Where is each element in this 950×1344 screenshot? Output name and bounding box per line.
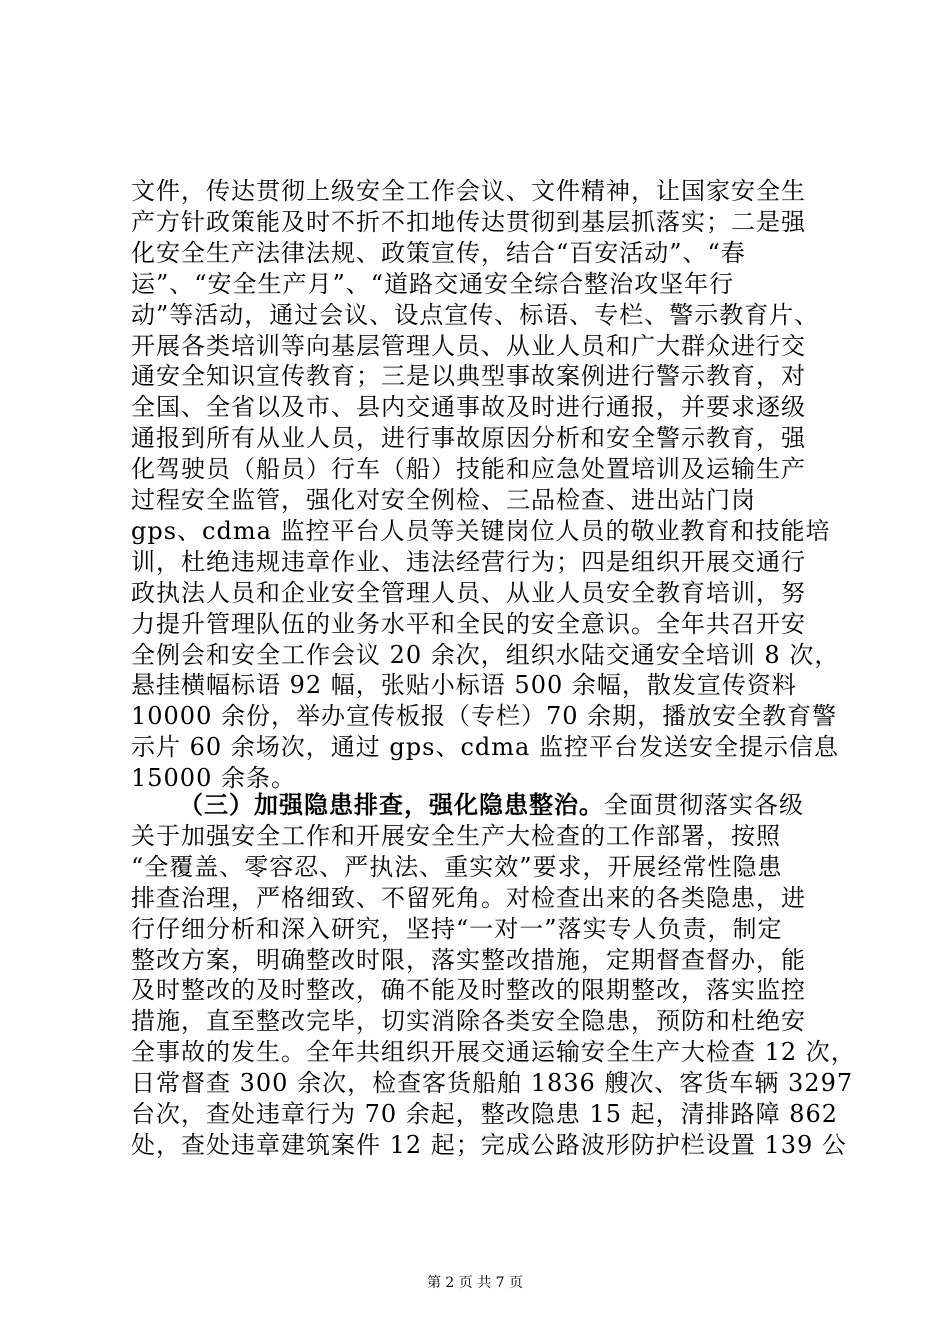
paragraph-line: 处，查处违章建筑案件 12 起；完成公路波形防护栏设置 139 公	[131, 1130, 847, 1159]
paragraph-line: 10000 余份，举办宣传板报（专栏）70 余期，播放安全教育警	[131, 702, 838, 731]
paragraph-line: “全覆盖、零容忍、严执法、重实效”要求，开展经常性隐患	[131, 852, 783, 881]
paragraph-line: 全事故的发生。全年共组织开展交通运输安全生产大检查 12 次，	[131, 1038, 856, 1067]
paragraph-line: gps、cdma 监控平台人员等关键岗位人员的敬业教育和技能培	[131, 516, 831, 545]
paragraph-line: 运”、“安全生产月”、“道路交通安全综合整治攻坚年行	[131, 269, 735, 298]
paragraph-line: 动”等活动，通过会议、设点宣传、标语、专栏、警示教育片、	[131, 300, 820, 329]
paragraph-line: 过程安全监管，强化对安全例检、三品检查、进出站门岗	[131, 486, 756, 514]
paragraph-line: 悬挂横幅标语 92 幅，张贴小标语 500 余幅，散发宣传资料	[131, 671, 797, 700]
paragraph-line: 措施，直至整改完毕，切实消除各类安全隐患，预防和杜绝安	[131, 1007, 806, 1036]
paragraph-line: 全国、全省以及市、县内交通事故及时进行通报，并要求逐级	[131, 393, 806, 422]
paragraph-line: 排查治理，严格细致、不留死角。对检查出来的各类隐患，进	[131, 883, 806, 912]
paragraph-line: 力提升管理队伍的业务水平和全民的安全意识。全年共召开安	[131, 609, 806, 638]
paragraph-line: 化驾驶员（船员）行车（船）技能和应急处置培训及运输生产	[131, 455, 806, 484]
paragraph-line: 及时整改的及时整改，确不能及时整改的限期整改，落实监控	[131, 976, 806, 1005]
section-heading: （三）加强隐患排查，强化隐患整治。	[179, 790, 604, 819]
paragraph-line: 通安全知识宣传教育；三是以典型事故案例进行警示教育，对	[131, 362, 806, 391]
paragraph-line: 日常督查 300 余次，检查客货船舶 1836 艘次、客货车辆 3297	[131, 1069, 854, 1098]
section-heading-rest: 全面贯彻落实各级	[604, 791, 804, 819]
paragraph-line: 训，杜绝违规违章作业、违法经营行为；四是组织开展交通行	[131, 547, 806, 576]
paragraph-line: 全例会和安全工作会议 20 余次，组织水陆交通安全培训 8 次，	[131, 640, 840, 669]
paragraph-line: 关于加强安全工作和开展安全生产大检查的工作部署，按照	[131, 821, 781, 850]
page-footer: 第 2 页 共 7 页	[426, 1275, 524, 1291]
paragraph-line: 15000 余条。	[131, 764, 296, 793]
paragraph-line: 文件，传达贯彻上级安全工作会议、文件精神，让国家安全生	[131, 177, 806, 205]
paragraph-line: 化安全生产法律法规、政策宣传，结合“百安活动”、“春	[131, 238, 746, 267]
paragraph-line: 产方针政策能及时不折不扣地传达贯彻到基层抓落实；二是强	[131, 207, 806, 236]
paragraph-line: 示片 60 余场次，通过 gps、cdma 监控平台发送安全提示信息	[131, 733, 839, 762]
paragraph-line	[131, 790, 821, 820]
paragraph-line: 整改方案，明确整改时限，落实整改措施，定期督查督办，能	[131, 945, 806, 974]
paragraph-line: 政执法人员和企业安全管理人员、从业人员安全教育培训，努	[131, 578, 806, 607]
paragraph-line: 台次，查处违章行为 70 余起，整改隐患 15 起，清排路障 862	[131, 1100, 839, 1128]
paragraph-line: 通报到所有从业人员，进行事故原因分析和安全警示教育，强	[131, 424, 806, 453]
paragraph-line: 行仔细分析和深入研究，坚持“一对一”落实专人负责，制定	[131, 914, 783, 943]
paragraph-line: 开展各类培训等向基层管理人员、从业人员和广大群众进行交	[131, 331, 806, 360]
